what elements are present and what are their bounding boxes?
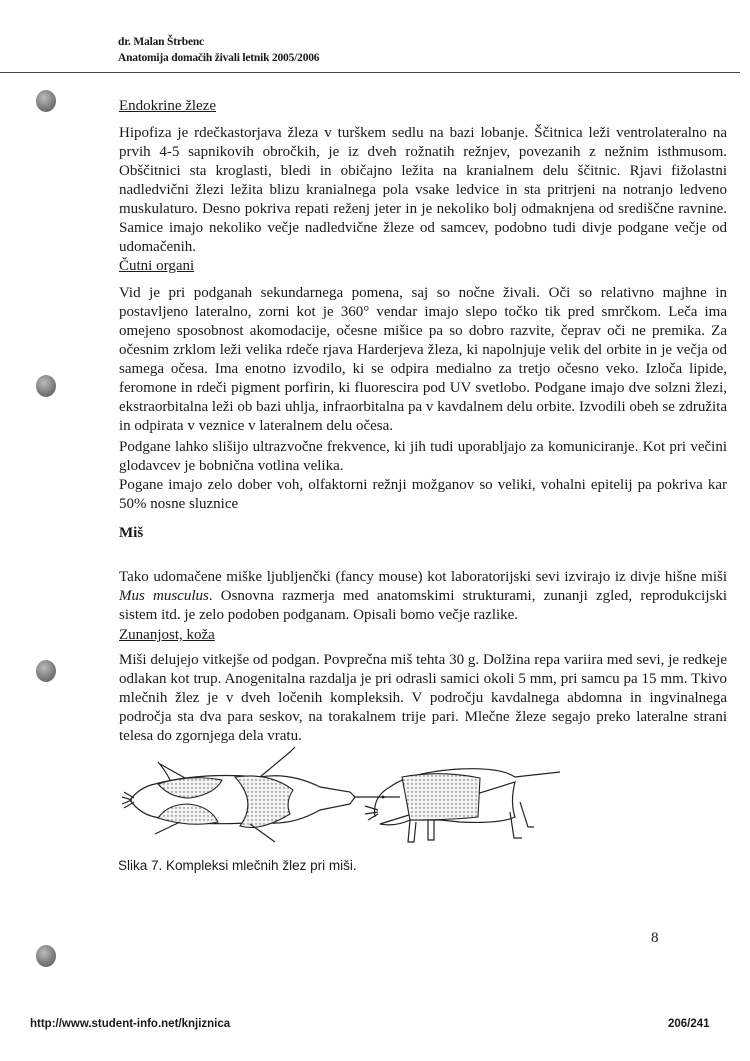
paragraph-senses-hearing: Podgane lahko slišijo ultrazvočne frekvence, ki jih tudi uporabljajo za komuniciranje. Kot pri večini glodavcev je bobnična votlina velika. xyxy=(119,439,727,474)
species-name: Mus musculus xyxy=(119,588,209,604)
footer-page-count: 206/241 xyxy=(668,1018,710,1030)
header-course: Anatomija domačih živali letnik 2005/2006 xyxy=(118,52,320,64)
header-author: dr. Malan Štrbenc xyxy=(118,36,204,48)
text: . Osnovna razmerja med anatomskimi strukturami, zunanji zgled, reprodukcijski sistem itd. je zelo podoben podganam. Opisali bomo večje razlike. xyxy=(119,588,727,623)
figure-mammary-glands-mouse xyxy=(110,742,570,852)
page-number: 8 xyxy=(651,930,659,946)
paragraph-exterior: Miši delujejo vitkejše od podgan. Povprečna miš tehta 30 g. Dolžina repa variira med sevi, je redkeje odlakan kot trup. Anogenitalna razdalja je pri odrasli samici okoli 5 mm, pri samcu pa 15 mm. Tkivo mlečnih žlez je v dveh ločenih kompleksih. V področju kavdalnega abdomna in ingvinalnega področja sta dva para seskov, na torakalnem trije pari. Mlečne žleze segajo preko lateralne strani telesa do zgornjega dela vratu. xyxy=(119,652,727,744)
footer-url[interactable]: http://www.student-info.net/knjiznica xyxy=(30,1018,231,1030)
mouse-ventral-view-drawing xyxy=(122,747,400,842)
binder-hole-icon xyxy=(36,90,56,112)
heading-exterior: Zunanjost, koža xyxy=(119,627,215,643)
paragraph-senses-vision: Vid je pri podganah sekundarnega pomena, saj so nočne živali. Oči so relativno majhne in postavljeno lateralno, zorni kot je 360° vendar imajo slepo točko tik pred smrčkom. Leča ima omejeno sposobnost akomodacije, očesne mišice pa so dobro razvite, čeprav oči ne premika. Za očesnim zrklom leži velika rdeče rjava Harderjeva žleza, ki napolnjuje velik del orbite in je večja od samega očesa. Ima enotno izvodilo, ki se odpira medialno za tretjo očesno veko. Izloča lipide, feromone in rdeči pigment porfirin, ki fluorescira pod UV svetlobo. Podgane imajo dve solzni žlezi, ekstraorbitalna leži ob bazi uhlja, infraorbitalna pa v kavdalnem delu orbite. Izvodili obeh se združita in odpirata v veznice v lateralnem delu očesa. xyxy=(119,285,727,434)
paragraph-senses-smell: Pogane imajo zelo dober voh, olfaktorni režnji možganov so veliki, vohalni epitelij pa pokriva kar 50% nosne sluznice xyxy=(119,477,727,512)
figure-caption: Slika 7. Kompleksi mlečnih žlez pri miši. xyxy=(118,858,357,873)
paragraph-mouse-intro xyxy=(119,568,727,625)
text: Tako udomačene miške ljubljenčki (fancy mouse) kot laboratorijski sevi izvirajo iz divje hišne miši xyxy=(119,569,727,585)
binder-hole-icon xyxy=(36,660,56,682)
mouse-lateral-view-drawing xyxy=(365,769,560,842)
paragraph-endocrine: Hipofiza je rdečkastorjava žleza v turškem sedlu na bazi lobanje. Ščitnica leži ventrolateralno na prvih 4-5 sapnikovih obročkih, je iz dveh rožnatih režnjev, povezanih z nežnim isthmusom. Obščitnici sta kroglasti, bledi in običajno ležita na kranialnem delu ščitnic. Rjavi fižolastni nadledvični žlezi ležita blizu kranialnega pola vsake ledvice in sta pritrjeni na notranjo ledveno muskulaturo. Desno pokriva repati reženj jeter in je nekoliko bolj odmaknjena od središčne ravnine. Samice imajo nekoliko večje nadledvične žleze od samcev, podobno tudi divje podgane večje od udomačenih. xyxy=(119,125,727,255)
header-rule xyxy=(0,72,740,73)
heading-senses: Čutni organi xyxy=(119,258,195,274)
binder-hole-icon xyxy=(36,945,56,967)
heading-mouse: Miš xyxy=(119,525,144,541)
heading-endocrine: Endokrine žleze xyxy=(119,98,217,114)
binder-hole-icon xyxy=(36,375,56,397)
